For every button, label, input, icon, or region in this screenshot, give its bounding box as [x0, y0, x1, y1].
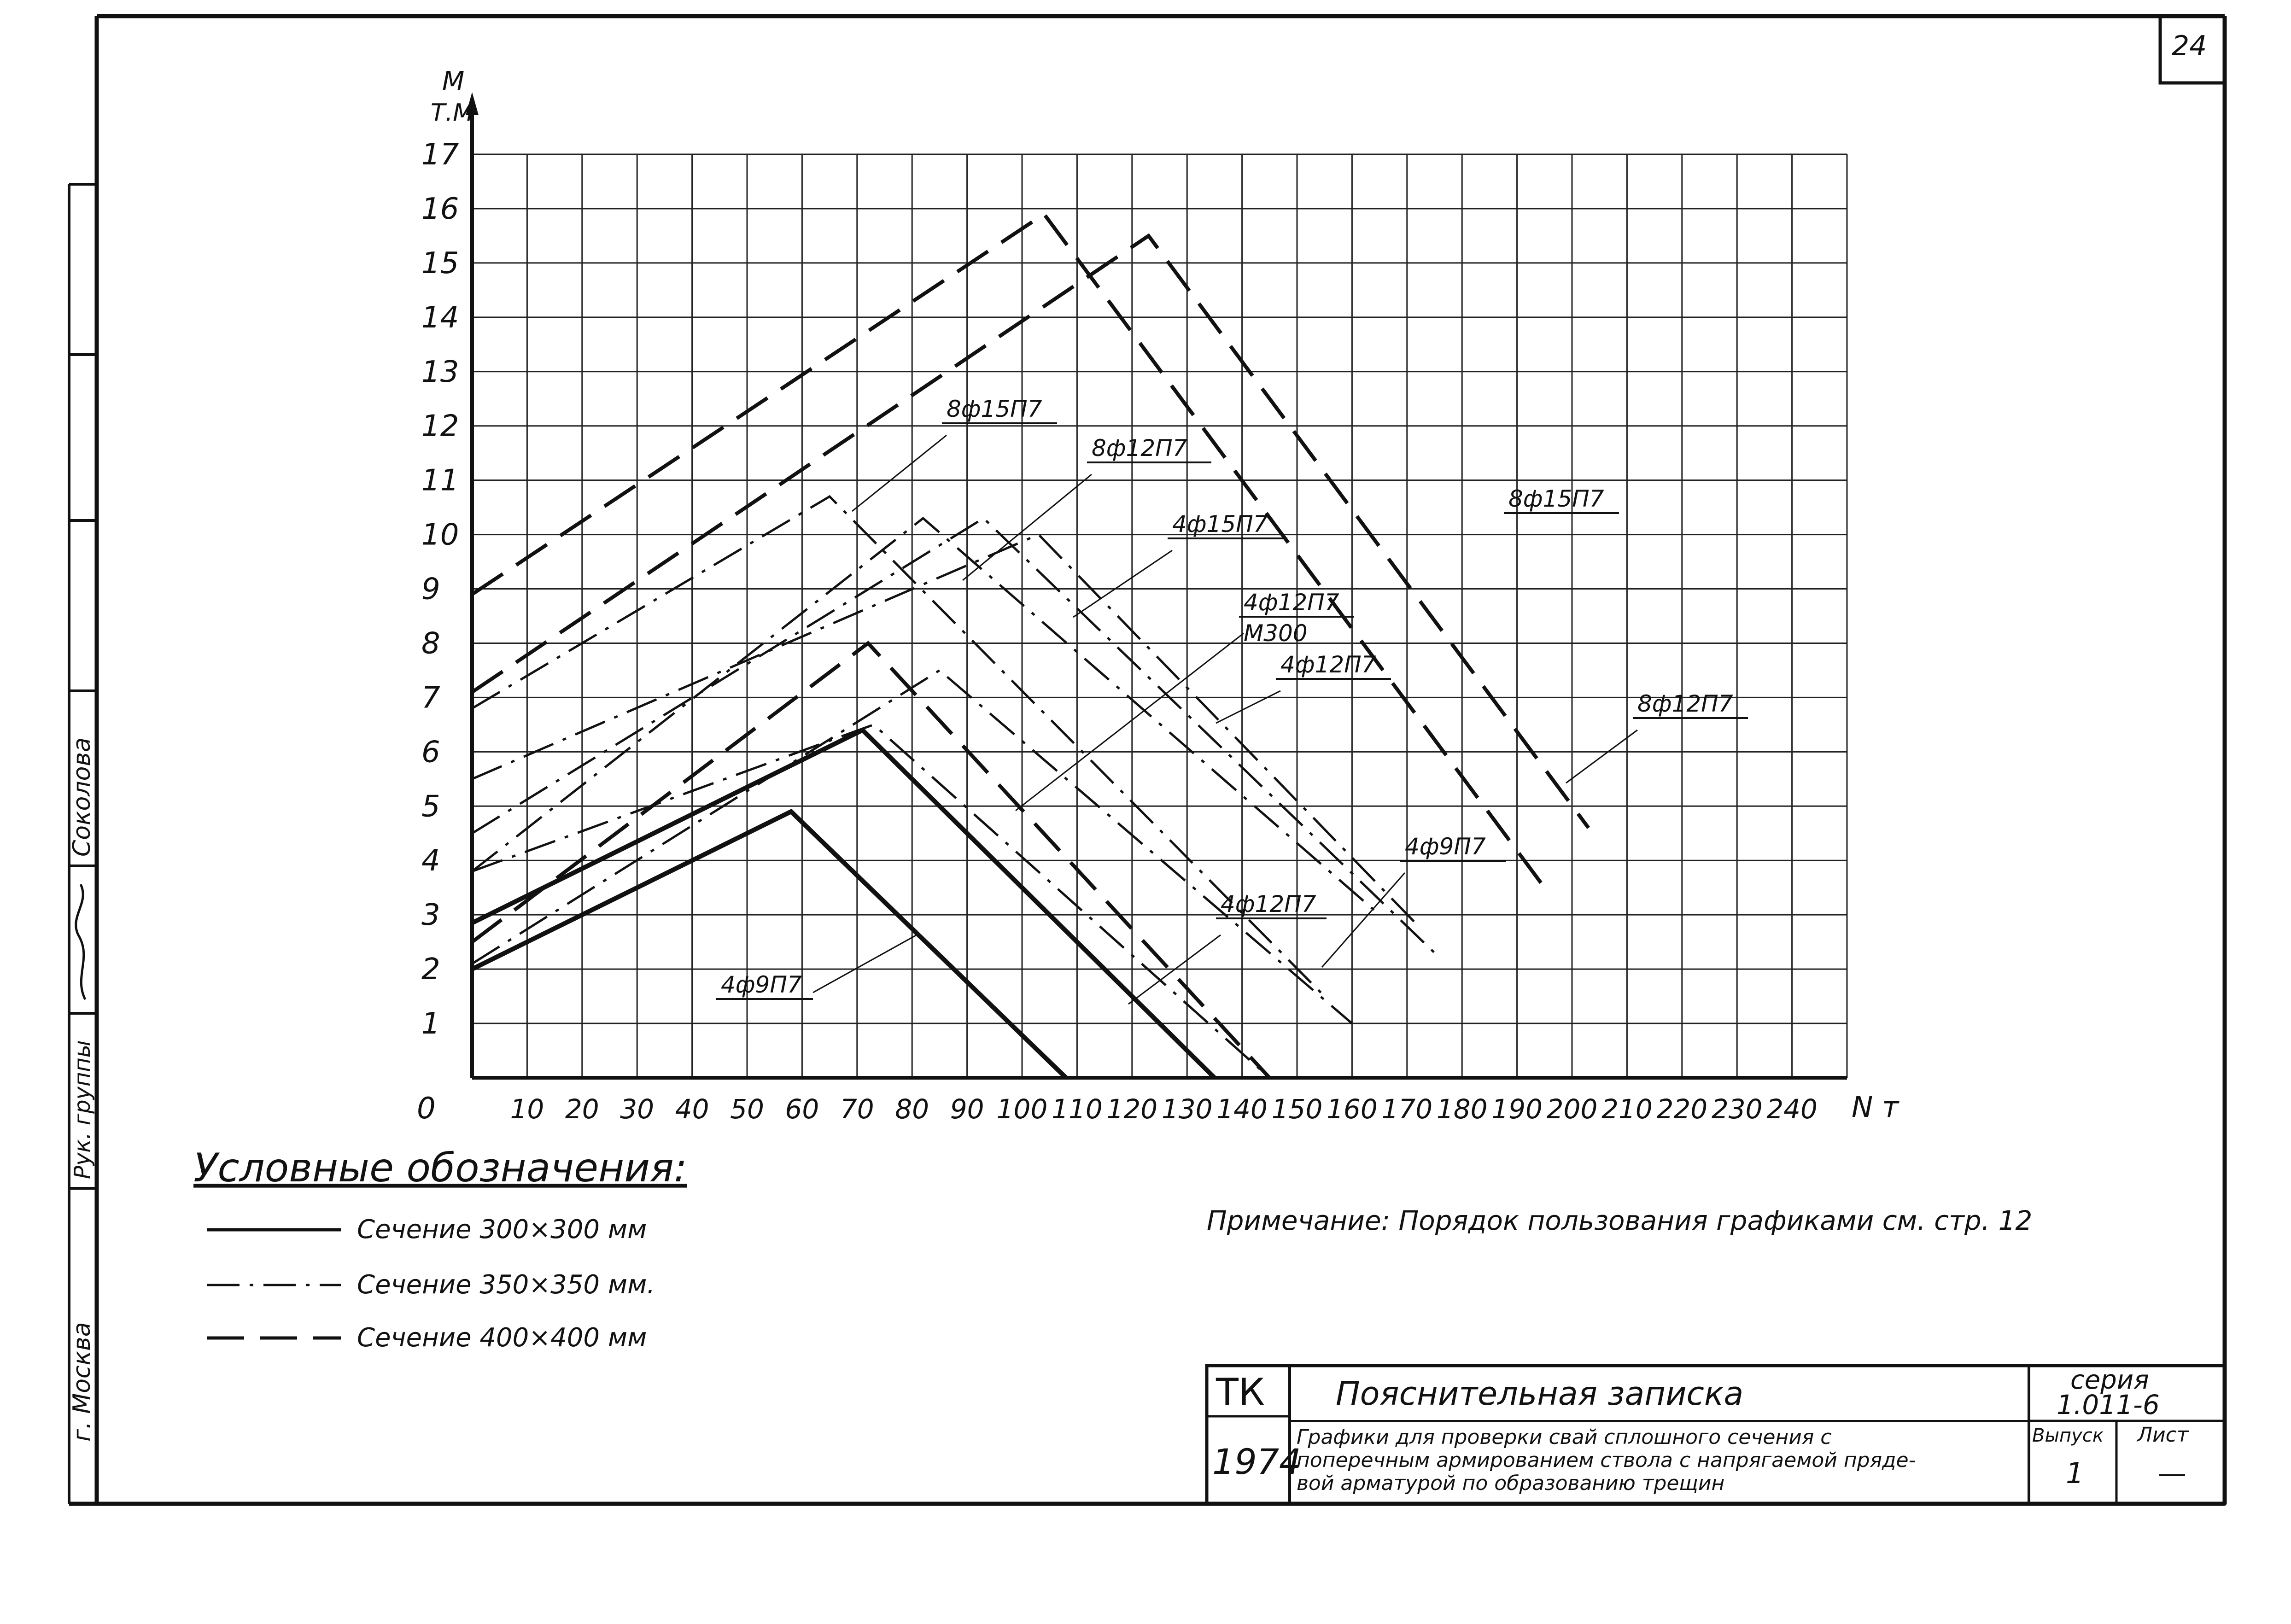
- title-block-desc-3: вой арматурой по образованию трещин: [1297, 1472, 1725, 1495]
- origin-label: 0: [417, 1092, 436, 1126]
- x-tick-label: 130: [1161, 1093, 1213, 1125]
- annotation-label: 8ф12П7: [1637, 690, 1733, 717]
- title-block-desc-2: поперечным армированием ствола с напрягаемой прядe-: [1297, 1449, 1916, 1472]
- chart-axes: [466, 92, 1847, 1078]
- title-block-title: Пояснительная записка: [1336, 1375, 1744, 1413]
- x-tick-label: 80: [895, 1093, 929, 1125]
- y-tick-label: 3: [421, 898, 440, 933]
- x-tick-label: 20: [565, 1093, 599, 1125]
- sheet-number: 24: [2172, 30, 2207, 62]
- sheet-value: —: [2158, 1456, 2186, 1490]
- y-tick-labels: [421, 138, 459, 1041]
- series-line-1: [472, 730, 1215, 1078]
- x-tick-label: 220: [1656, 1093, 1708, 1125]
- note: Примечание: Порядок пользования графиками см. стр. 12: [1207, 1205, 2033, 1236]
- legend-item-dashdot: [207, 1270, 655, 1300]
- chart: [417, 66, 1899, 1126]
- x-tick-label: 200: [1546, 1093, 1598, 1125]
- series-line-0: [472, 812, 1066, 1078]
- annotation-label: 4ф9П7: [1405, 833, 1486, 860]
- signature: [76, 884, 85, 999]
- x-tick-label: 30: [620, 1093, 655, 1125]
- x-tick-label: 120: [1106, 1093, 1158, 1125]
- legend-label-solid: Сечение 300×300 мм: [357, 1215, 647, 1244]
- x-tick-label: 150: [1271, 1093, 1323, 1125]
- y-tick-label: 14: [421, 300, 459, 335]
- y-tick-label: 15: [421, 246, 459, 280]
- legend-item-solid: [207, 1215, 647, 1244]
- x-tick-label: 60: [785, 1093, 819, 1125]
- y-tick-label: 17: [421, 138, 459, 172]
- y-unit-bottom: Т.М: [431, 99, 474, 127]
- legend: [193, 1145, 687, 1353]
- annotation-leader: [852, 435, 947, 511]
- legend-title: Условные обозначения:: [193, 1145, 687, 1191]
- y-tick-label: 8: [421, 626, 440, 661]
- annotation-label: 8ф15П7: [1508, 485, 1604, 512]
- y-tick-label: 12: [421, 409, 459, 444]
- annotation-leader: [1216, 691, 1280, 723]
- annotation-label: 4ф12П7: [1244, 589, 1339, 616]
- annotation-leader: [963, 474, 1092, 580]
- stamp-city: г. Москва: [68, 1322, 96, 1442]
- y-tick-label: 5: [421, 789, 440, 824]
- y-tick-label: 13: [421, 355, 459, 389]
- y-tick-label: 9: [421, 572, 440, 607]
- annotation-label: 4ф12П7: [1280, 651, 1376, 678]
- title-block-desc-1: Графики для проверки свай сплошного сечения с: [1297, 1425, 1832, 1449]
- series-value: 1.011-6: [2057, 1389, 2160, 1420]
- series-line-10: [472, 214, 1544, 888]
- annotation-label: 4ф12П7: [1221, 891, 1316, 917]
- stamp-author: Соколова: [68, 737, 96, 857]
- title-block-org: ТК: [1216, 1371, 1265, 1414]
- chart-grid: [472, 154, 1847, 1078]
- series-line-3: [472, 724, 1269, 1078]
- y-tick-label: 2: [421, 952, 440, 987]
- x-tick-label: 100: [996, 1093, 1048, 1125]
- annotation-label: 8ф15П7: [947, 396, 1042, 422]
- annotation-label: М300: [1244, 620, 1308, 647]
- x-tick-label: 70: [840, 1093, 874, 1125]
- x-tick-label: 40: [675, 1093, 709, 1125]
- annotation-leader: [813, 935, 917, 993]
- issue-label: Выпуск: [2032, 1425, 2104, 1446]
- sheet-label: Лист: [2137, 1423, 2189, 1447]
- issue-value: 1: [2066, 1456, 2084, 1490]
- y-tick-label: 11: [421, 463, 459, 498]
- annotation-label: 8ф12П7: [1092, 435, 1187, 461]
- y-tick-label: 6: [421, 735, 440, 770]
- stamp-group-head: Рук. группы: [70, 1040, 95, 1179]
- x-tick-label: 190: [1491, 1093, 1543, 1125]
- title-block-year: 1974: [1212, 1441, 1302, 1482]
- x-tick-label: 50: [730, 1093, 764, 1125]
- series-label: серия: [2070, 1365, 2149, 1395]
- x-unit: N т: [1852, 1090, 1899, 1124]
- annotation-label: 4ф9П7: [721, 971, 802, 998]
- x-tick-label: 170: [1381, 1093, 1433, 1125]
- y-tick-label: 1: [421, 1007, 440, 1041]
- y-unit-top: М: [442, 66, 465, 96]
- y-tick-label: 7: [421, 681, 440, 715]
- annotation-leader: [1322, 873, 1405, 967]
- annotation-leader: [1073, 550, 1172, 617]
- legend-label-dashdot: Сечение 350×350 мм.: [357, 1270, 655, 1300]
- x-tick-label: 10: [510, 1093, 544, 1125]
- y-tick-label: 16: [421, 192, 459, 226]
- x-tick-label: 210: [1601, 1093, 1653, 1125]
- x-tick-label: 90: [950, 1093, 984, 1125]
- legend-item-dashed: [207, 1323, 647, 1353]
- x-tick-label: 160: [1327, 1093, 1378, 1125]
- y-tick-label: 4: [421, 844, 440, 878]
- x-tick-label: 240: [1766, 1093, 1818, 1125]
- x-tick-labels: [510, 1093, 1817, 1125]
- x-tick-label: 180: [1436, 1093, 1488, 1125]
- legend-label-dashed: Сечение 400×400 мм: [357, 1323, 647, 1353]
- annotation-label: 4ф15П7: [1172, 511, 1268, 537]
- x-tick-label: 230: [1711, 1093, 1763, 1125]
- chart-series: [472, 214, 1589, 1078]
- y-tick-label: 10: [421, 518, 459, 552]
- series-line-4: [472, 518, 1435, 953]
- x-tick-label: 110: [1052, 1093, 1103, 1125]
- x-tick-label: 140: [1216, 1093, 1268, 1125]
